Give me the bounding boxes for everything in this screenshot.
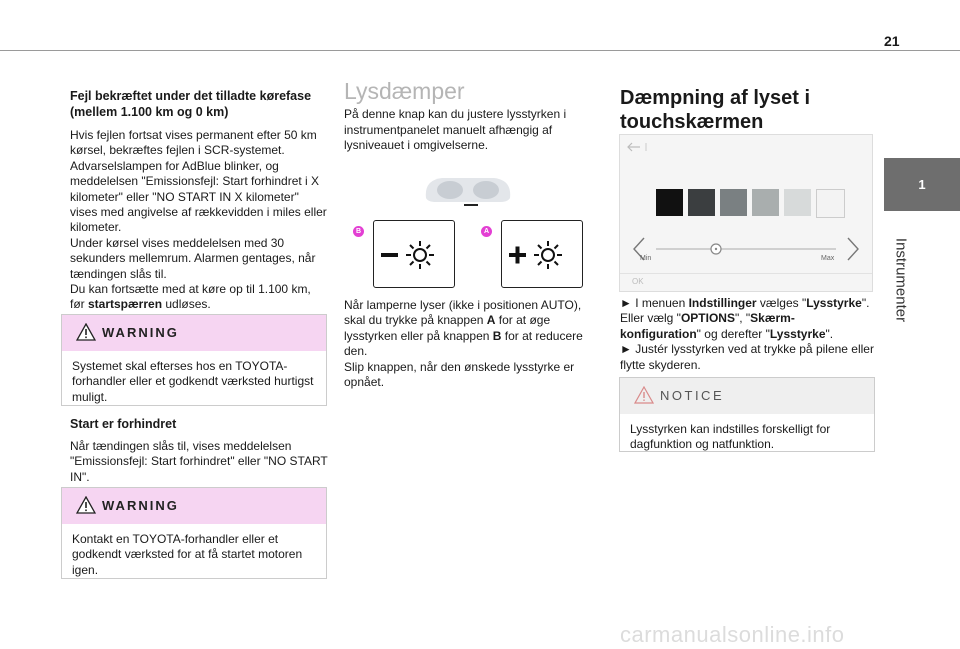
brightness-swatch[interactable] <box>816 189 845 218</box>
notice-box <box>619 377 875 452</box>
slider-max-label: Max <box>821 255 835 262</box>
instruction-step: ► Justér lysstyrken ved at trykke på pilene eller flytte skyderen. <box>620 342 874 372</box>
instruction-step: ► I menuen Indstillinger vælges "Lysstyrke". Eller vælg "OPTIONS", "Skærm-konfiguration" og derefter "Lysstyrke". <box>620 296 870 341</box>
paragraph: Under kørsel vises meddelelsen med 30 sekunders mellemrum. Alarmen gentages, når tændingen slås til. <box>70 235 316 281</box>
warning-title: WARNING <box>102 498 179 513</box>
warning-title: WARNING <box>102 325 179 340</box>
brightness-increase-icon <box>502 221 582 287</box>
instrument-panel-icon <box>420 172 516 208</box>
page-number: 21 <box>884 33 900 49</box>
header-rule <box>0 50 960 51</box>
touchscreen-illustration <box>619 134 873 292</box>
chapter-tab[interactable]: 1 <box>884 158 960 211</box>
right-column-lower <box>620 296 874 373</box>
brightness-swatch[interactable] <box>784 189 811 216</box>
middle-column-lower <box>344 298 584 390</box>
right-column <box>620 86 870 134</box>
left-column-lower <box>70 416 328 485</box>
dimmer-button-b[interactable] <box>373 220 455 288</box>
notice-triangle-icon <box>634 386 654 404</box>
paragraph: Du kan fortsætte med at køre op til 1.100 km, før startspærren udløses. <box>70 282 311 312</box>
paragraph: Hvis fejlen fortsat vises permanent efter 50 km kørsel, bekræftes fejlen i SCR-systemet. <box>70 128 317 158</box>
ok-button[interactable]: OK <box>632 277 644 286</box>
paragraph: Advarselslampen for AdBlue blinker, og meddelelsen "Emissionsfejl: Start forhindret i X kilometer" eller "NO START IN X kilometer" vises med angivelse af rækkevidden i miles eller kilometer. <box>70 158 327 235</box>
paragraph: På denne knap kan du justere lysstyrken i instrumentpanelet manuelt afhængig af lysniveauet i omgivelserne. <box>344 107 567 153</box>
paragraph: Når lamperne lyser (ikke i positionen AUTO), skal du trykke på knappen A for at øge lysstyrken eller på knappen B for at reducere den. <box>344 298 583 359</box>
heading-confirmed-fault: Fejl bekræftet under det tilladte kørefase (mellem 1.100 km og 0 km) <box>70 89 312 119</box>
paragraph: Slip knappen, når den ønskede lysstyrke er opnået. <box>344 359 575 390</box>
watermark: carmanualsonline.info <box>620 622 845 647</box>
paragraph: Når tændingen slås til, vises meddelelsen "Emissionsfejl: Start forhindret" eller "NO START IN". <box>70 439 328 484</box>
badge-b: B <box>353 226 364 237</box>
brightness-swatch[interactable] <box>688 189 715 216</box>
section-title-touchscreen: Dæmpning af lyset i touchskærmen <box>620 87 811 133</box>
chevron-right-icon <box>848 238 858 260</box>
warning-text: Kontakt en TOYOTA-forhandler eller et godkendt værksted for at få startet motoren igen. <box>72 532 303 577</box>
warning-box <box>61 487 327 579</box>
brightness-decrease-icon <box>374 221 454 287</box>
badge-a: A <box>481 226 492 237</box>
brightness-swatch[interactable] <box>720 189 747 216</box>
brightness-swatch[interactable] <box>752 189 779 216</box>
slider-min-label: Min <box>640 255 652 262</box>
brightness-swatch[interactable] <box>656 189 683 216</box>
section-title-lysdaemper: Lysdæmper <box>344 78 465 104</box>
chapter-label: Instrumenter <box>892 237 910 323</box>
warning-triangle-icon <box>76 323 96 341</box>
middle-column <box>344 78 582 154</box>
dimmer-button-a[interactable] <box>501 220 583 288</box>
warning-box <box>61 314 327 406</box>
left-column <box>70 88 328 313</box>
warning-text: Systemet skal efterses hos en TOYOTA-forhandler eller et godkendt værksted hurtigst muligt. <box>72 359 314 404</box>
warning-triangle-icon <box>76 496 96 514</box>
heading-start-prevented: Start er forhindret <box>70 417 177 431</box>
notice-title: NOTICE <box>660 388 725 403</box>
back-arrow-icon[interactable] <box>626 141 650 153</box>
notice-text: Lysstyrken kan indstilles forskelligt for dagfunktion og natfunktion. <box>630 422 831 452</box>
